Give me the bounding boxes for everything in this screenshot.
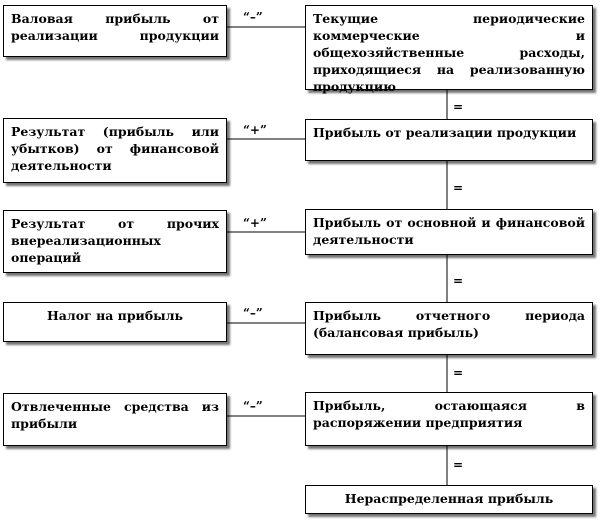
- left-box-diverted-funds: [3, 393, 227, 446]
- operator-plus-2: “+”: [243, 216, 267, 230]
- right-box-undistributed-profit-text: Нераспределенная прибыль: [344, 491, 554, 506]
- left-box-diverted-funds-text: Отвлеченные средства из прибыли: [11, 399, 219, 431]
- left-box-non-operating-result-text: Результат от прочих внереализационных операций: [11, 216, 219, 265]
- right-box-retained-by-enterprise-text: Прибыль, остающаяся в распоряжении предприятия: [313, 398, 585, 430]
- left-box-gross-profit: [3, 5, 227, 57]
- left-box-financial-result-text: Результат (прибыль или убытков) от финансовой деятельности: [11, 124, 219, 173]
- right-box-current-expenses: [305, 5, 593, 94]
- left-box-gross-profit-text: Валовая прибыль от реализации продукции: [11, 11, 219, 43]
- right-box-operating-financial-profit: [305, 209, 593, 255]
- left-box-profit-tax-text: Налог на прибыль: [47, 308, 183, 323]
- right-box-sales-profit-text: Прибыль от реализации продукции: [313, 125, 577, 140]
- operator-minus-1: “–”: [243, 10, 263, 24]
- equals-sign-4: =: [453, 366, 464, 380]
- equals-sign-5: =: [453, 458, 464, 472]
- equals-sign-3: =: [453, 274, 464, 288]
- operator-minus-2: “–”: [243, 306, 263, 320]
- left-box-profit-tax: [3, 302, 227, 342]
- right-box-reporting-period-profit-text: Прибыль отчетного периода (балансовая прибыль): [313, 308, 585, 340]
- equals-sign-2: =: [453, 181, 464, 195]
- right-box-retained-by-enterprise: [305, 392, 593, 446]
- operator-minus-3: “–”: [243, 399, 263, 413]
- left-box-financial-result: [3, 118, 227, 183]
- operator-plus-1: “+”: [243, 123, 267, 137]
- right-box-sales-profit: [305, 119, 593, 161]
- right-box-reporting-period-profit: [305, 302, 593, 355]
- right-box-operating-financial-profit-text: Прибыль от основной и финансовой деятельности: [313, 215, 585, 247]
- left-box-non-operating-result: [3, 210, 227, 273]
- equals-sign-1: =: [453, 100, 464, 114]
- right-box-undistributed-profit: [305, 485, 593, 514]
- right-box-current-expenses-text: Текущие периодические коммерческие и общехозяйственные расходы, приходящиеся на реализованную продукцию: [313, 11, 585, 94]
